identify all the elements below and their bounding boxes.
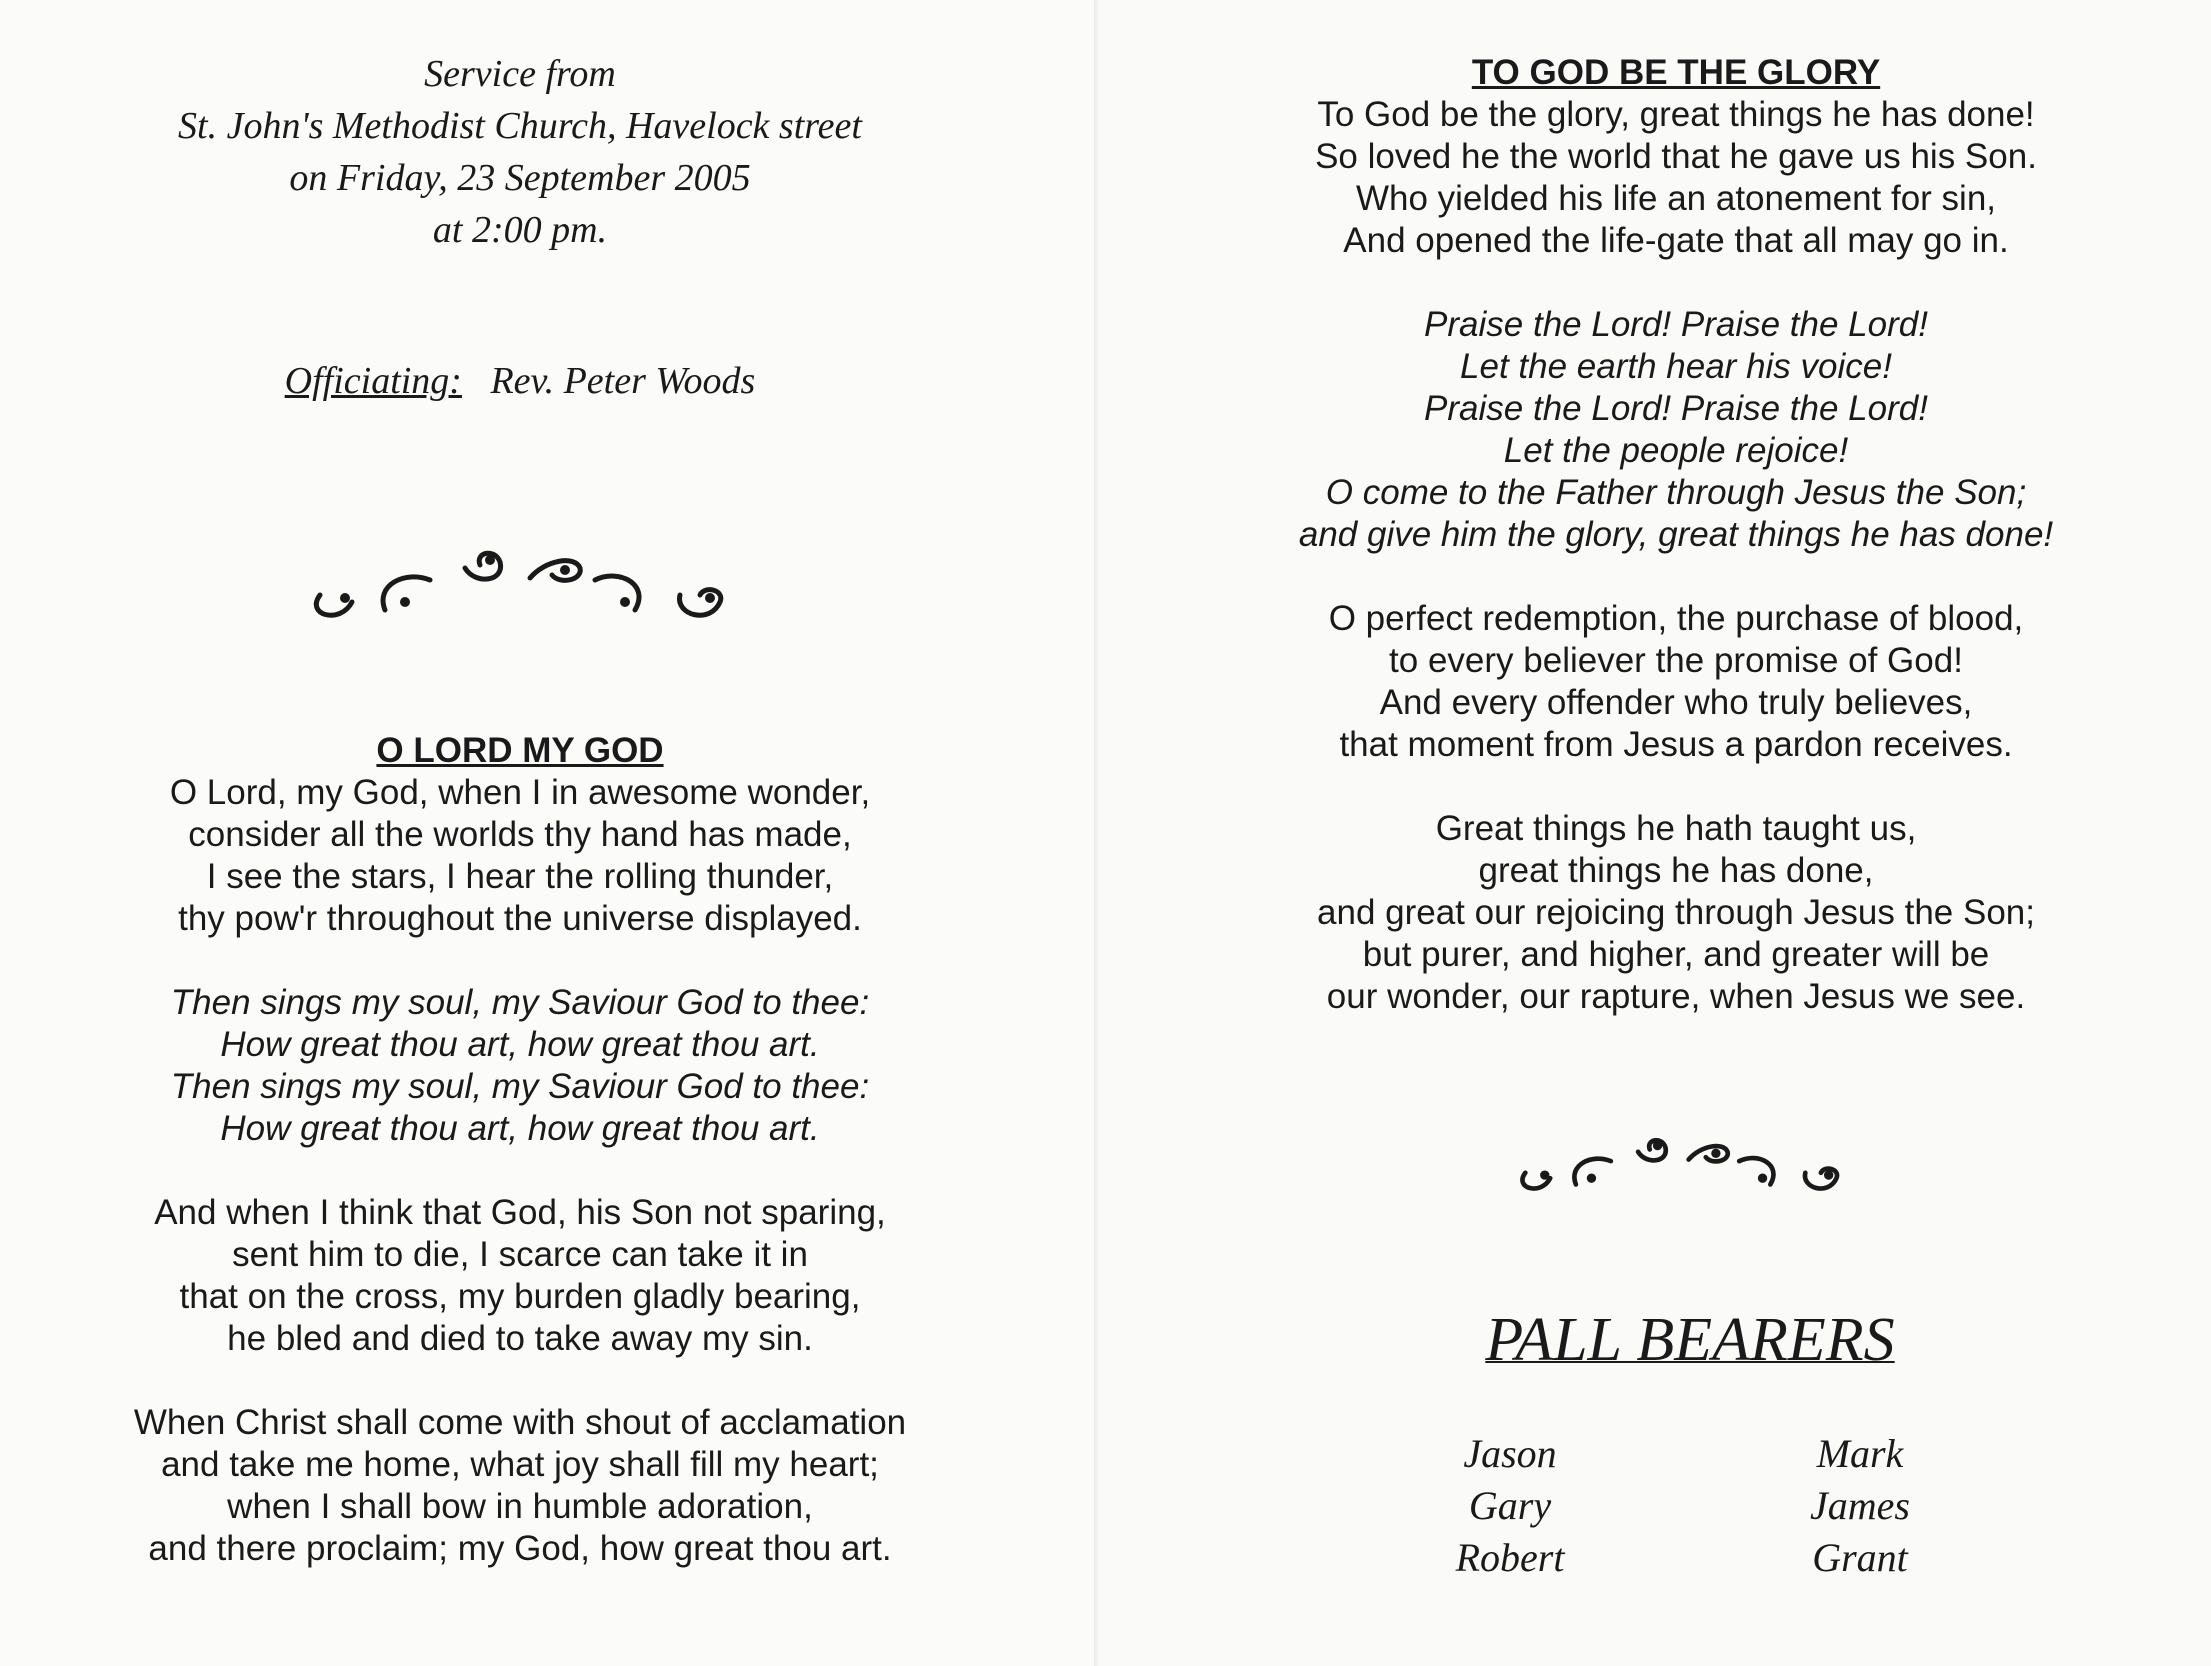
lyric-line: sent him to die, I scarce can take it in <box>232 1235 808 1274</box>
lyric-line: Who yielded his life an atonement for sin, <box>1355 179 1997 218</box>
lyric-line: To God be the glory, great things he has done! <box>1317 95 2035 134</box>
officiating-name: Rev. Peter Woods <box>490 360 756 402</box>
lyric-line: O Lord, my God, when I in awesome wonder, <box>169 773 871 812</box>
chorus-line: Then sings my soul, my Saviour God to thee: <box>170 1067 870 1106</box>
lyric-line: thy pow'r throughout the universe displayed. <box>178 899 862 938</box>
bearer-name: Mark <box>1816 1431 1904 1476</box>
chorus-line: Praise the Lord! Praise the Lord! <box>1424 389 1928 428</box>
service-line: at 2:00 pm. <box>432 209 608 251</box>
bearer-name: Gary <box>1468 1483 1552 1528</box>
lyric-line: And every offender who truly believes, <box>1379 683 1973 722</box>
lyric-line: So loved he the world that he gave us his Son. <box>1315 137 2037 176</box>
chorus-line: O come to the Father through Jesus the Son; <box>1325 473 2027 512</box>
lyric-line: and great our rejoicing through Jesus the Son; <box>1317 893 2035 932</box>
hymn-to-god-be-the-glory <box>1236 52 2116 1018</box>
lyric-line: and there proclaim; my God, how great thou art. <box>148 1529 892 1568</box>
service-line: Service from <box>424 53 616 95</box>
chorus-line: Let the earth hear his voice! <box>1460 347 1892 386</box>
officiating <box>60 355 980 407</box>
lyric-line: consider all the worlds thy hand has made, <box>188 815 852 854</box>
lyric-line: When Christ shall come with shout of acclamation <box>133 1403 907 1442</box>
scroll-ornament-icon <box>290 540 740 630</box>
service-line: on Friday, 23 September 2005 <box>289 157 751 199</box>
chorus-line: How great thou art, how great thou art. <box>220 1025 820 1064</box>
lyric-line: but purer, and higher, and greater will be <box>1362 935 1990 974</box>
page-fold <box>1094 0 1098 1666</box>
lyric-line: when I shall bow in humble adoration, <box>227 1487 813 1526</box>
lyric-line: Great things he hath taught us, <box>1435 809 1917 848</box>
bearer-name: Robert <box>1455 1535 1565 1580</box>
chorus-line: and give him the glory, great things he has done! <box>1298 515 2054 554</box>
chorus-line: Then sings my soul, my Saviour God to thee: <box>170 983 870 1022</box>
lyric-line: that moment from Jesus a pardon receives. <box>1339 725 2013 764</box>
lyric-line: to every believer the promise of God! <box>1389 641 1963 680</box>
pall-bearers-title: PALL BEARERS <box>1485 1306 1895 1374</box>
lyric-line: and take me home, what joy shall fill my heart; <box>161 1445 879 1484</box>
bearer-name: Jason <box>1463 1431 1557 1476</box>
hymn-title: TO GOD BE THE GLORY <box>1471 53 1881 92</box>
scroll-ornament-icon <box>1502 1130 1852 1200</box>
pall-bearers-column-2 <box>1740 1428 1980 1584</box>
service-line: St. John's Methodist Church, Havelock street <box>178 105 862 147</box>
officiating-label: Officiating: <box>284 360 462 402</box>
lyric-line: great things he has done, <box>1478 851 1874 890</box>
chorus-line: Let the people rejoice! <box>1503 431 1849 470</box>
lyric-line: our wonder, our rapture, when Jesus we see. <box>1326 977 2026 1016</box>
pall-bearers-column-1 <box>1390 1428 1630 1584</box>
lyric-line: O perfect redemption, the purchase of blood, <box>1328 599 2024 638</box>
hymn-title: O LORD MY GOD <box>376 731 664 770</box>
lyric-line: he bled and died to take away my sin. <box>227 1319 813 1358</box>
chorus-line: How great thou art, how great thou art. <box>220 1109 820 1148</box>
bearer-name: Grant <box>1812 1535 1908 1580</box>
service-details <box>60 48 980 256</box>
lyric-line: that on the cross, my burden gladly bearing, <box>179 1277 861 1316</box>
bearer-name: James <box>1810 1483 1910 1528</box>
hymn-o-lord-my-god <box>90 730 950 1570</box>
chorus-line: Praise the Lord! Praise the Lord! <box>1424 305 1928 344</box>
lyric-line: And when I think that God, his Son not sparing, <box>154 1193 886 1232</box>
lyric-line: And opened the life-gate that all may go in. <box>1343 221 2009 260</box>
lyric-line: I see the stars, I hear the rolling thunder, <box>206 857 834 896</box>
